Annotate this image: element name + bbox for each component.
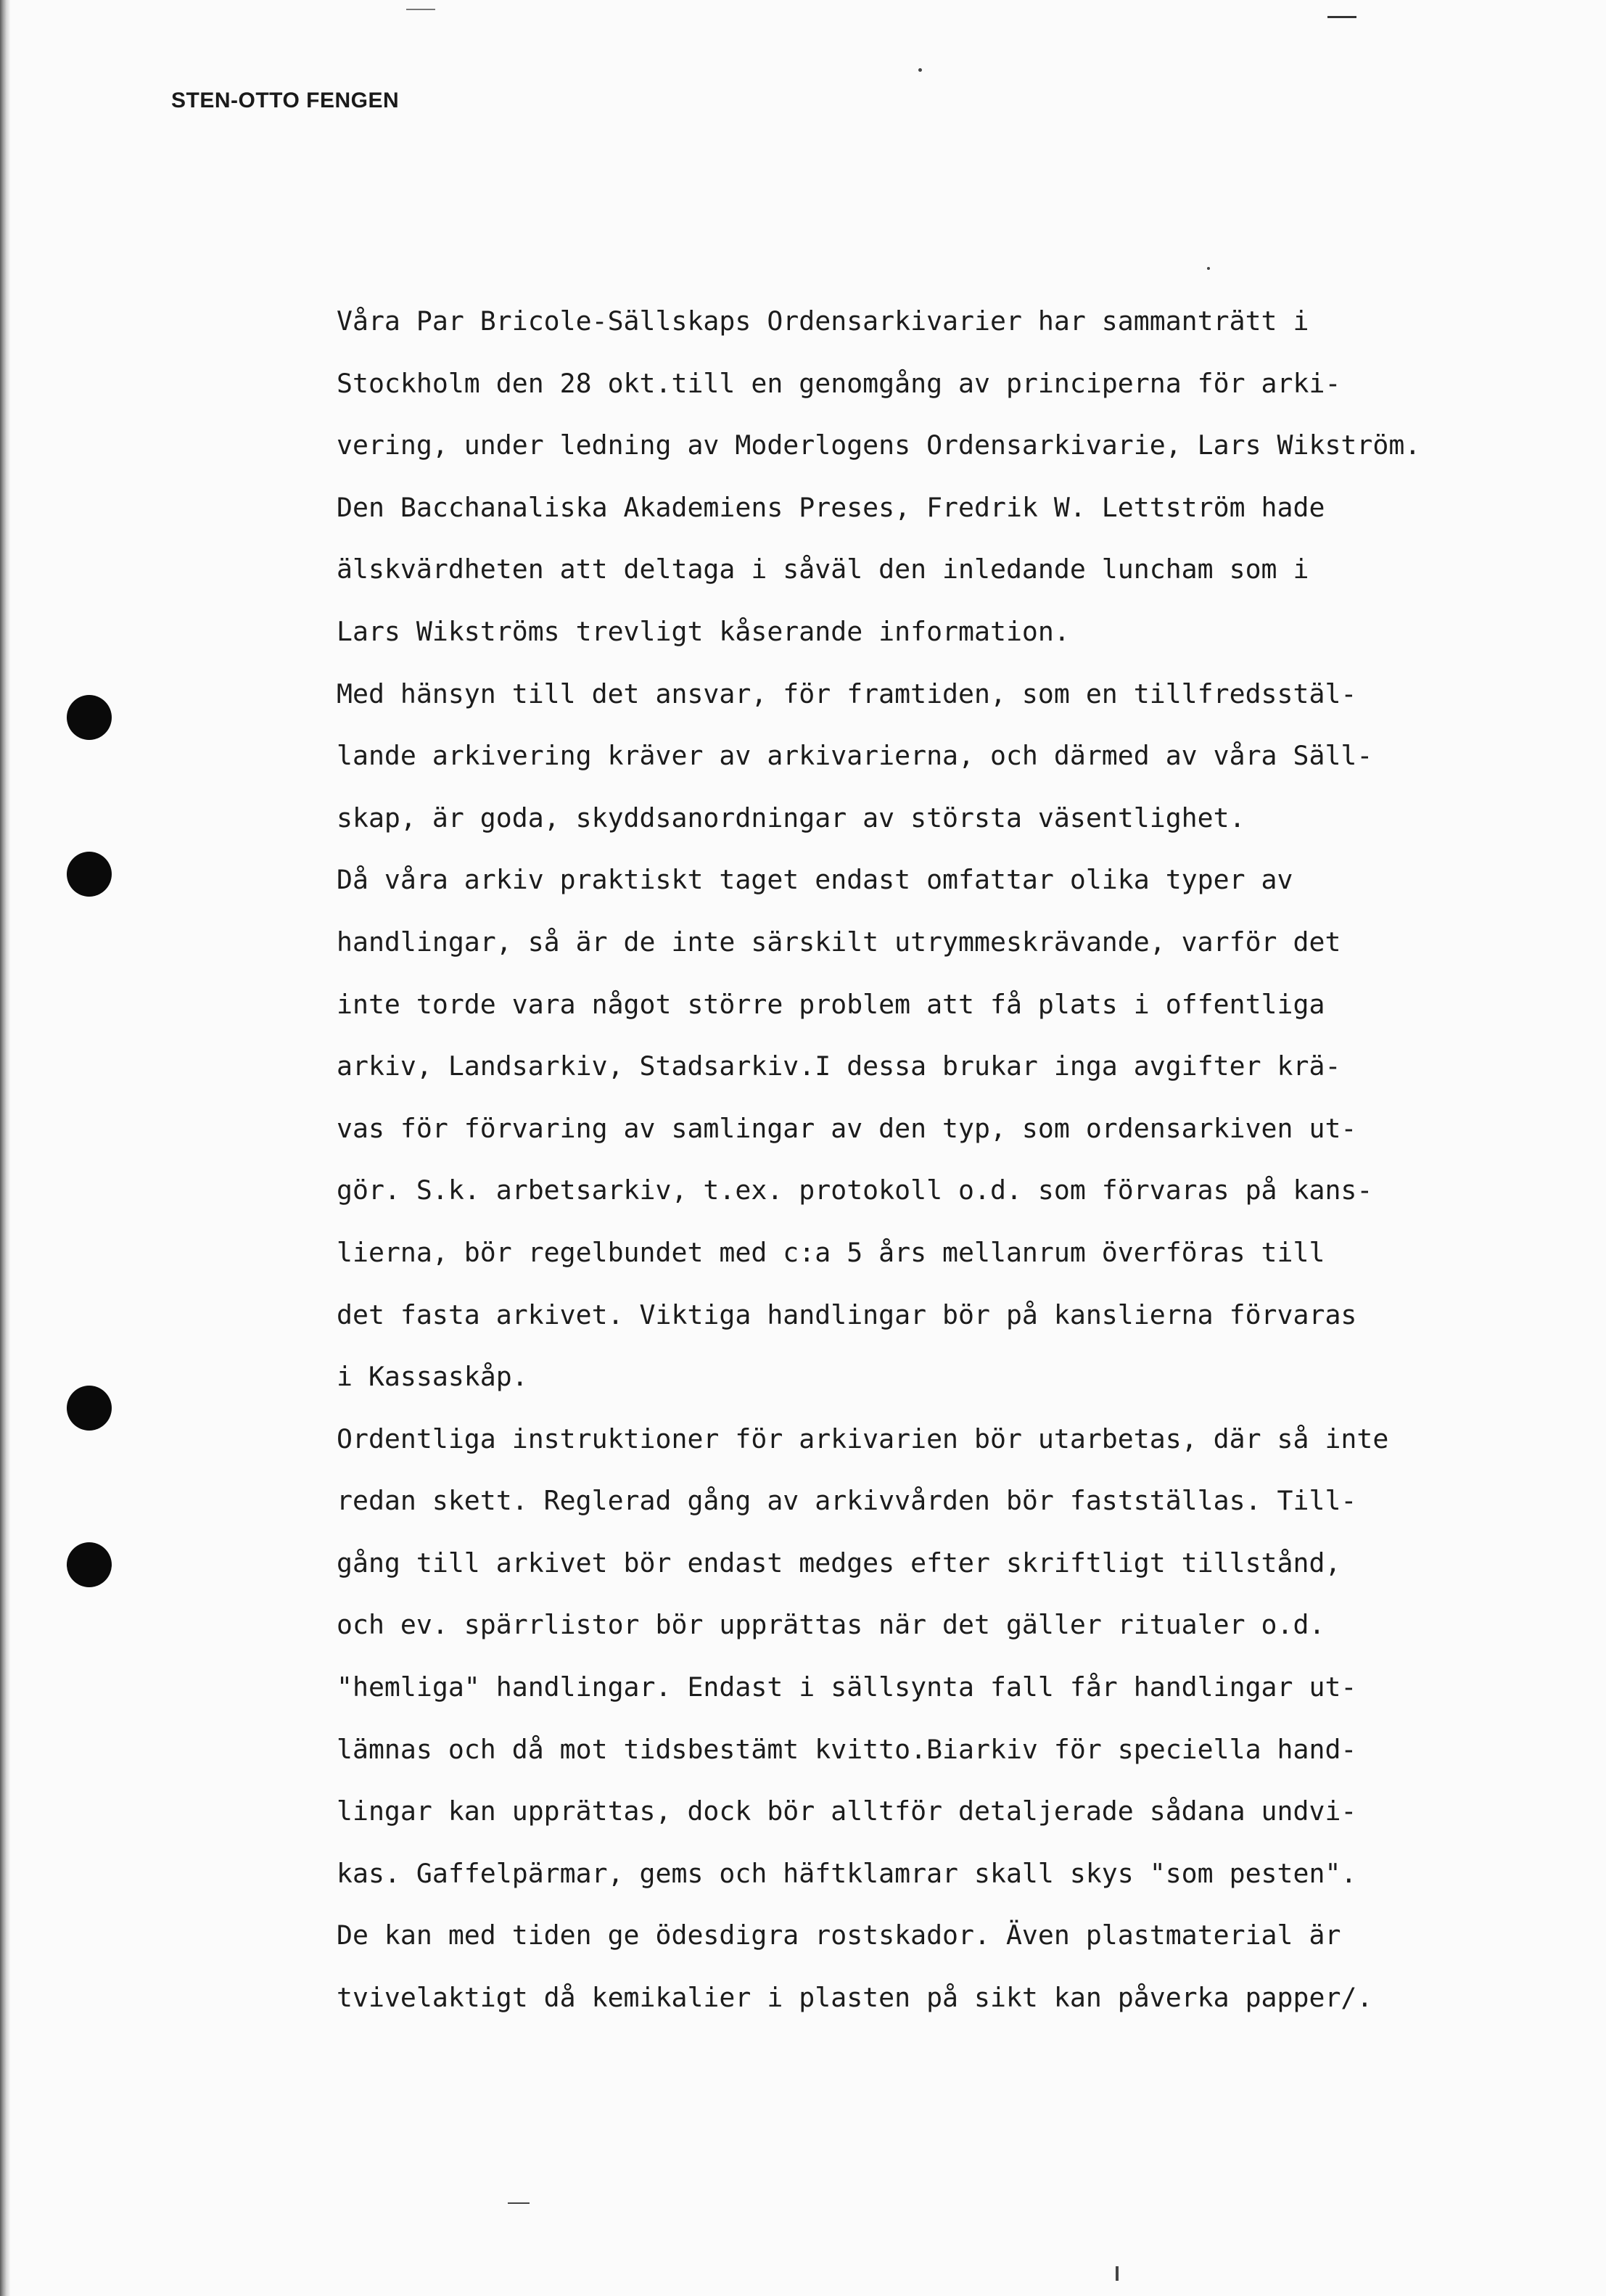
text-line: Lars Wikströms trevligt kåserande information. — [337, 615, 1070, 647]
text-line: kas. Gaffelpärmar, gems och häftklamrar skall skys "som pesten". — [337, 1857, 1357, 1889]
dust-speck — [508, 2202, 530, 2204]
text-line: redan skett. Reglerad gång av arkivvården bör fastställas. Till- — [337, 1485, 1357, 1517]
text-line: älskvärdheten att deltaga i såväl den inledande luncham som i — [337, 554, 1309, 585]
text-line: Då våra arkiv praktiskt taget endast omfattar olika typer av — [337, 864, 1293, 896]
text-line: lingar kan upprättas, dock bör alltför detaljerade sådana undvi- — [337, 1795, 1357, 1827]
text-line: "hemliga" handlingar. Endast i sällsynta fall får handlingar ut- — [337, 1671, 1357, 1703]
text-line: skap, är goda, skyddsanordningar av största väsentlighet. — [337, 802, 1245, 834]
text-line: lämnas och då mot tidsbestämt kvitto.Biarkiv för speciella hand- — [337, 1733, 1357, 1765]
text-line: Den Bacchanaliska Akademiens Preses, Fredrik W. Lettström hade — [337, 491, 1325, 523]
punch-hole — [67, 1542, 112, 1587]
text-line: Stockholm den 28 okt.till en genomgång av principerna för arki- — [337, 367, 1341, 399]
dust-speck — [1116, 2266, 1119, 2281]
top-edge-mark — [406, 9, 435, 10]
punch-hole — [67, 852, 112, 897]
text-line: vering, under ledning av Moderlogens Ordensarkivarie, Lars Wikström. — [337, 429, 1421, 461]
text-line: lande arkivering kräver av arkivarierna, och därmed av våra Säll- — [337, 740, 1373, 772]
dust-speck — [918, 68, 922, 72]
text-line: arkiv, Landsarkiv, Stadsarkiv.I dessa brukar inga avgifter krä- — [337, 1050, 1341, 1082]
scan-edge-shadow — [0, 0, 10, 2296]
dust-speck — [1207, 267, 1210, 270]
text-line: Med hänsyn till det ansvar, för framtiden, som en tillfredsstäl- — [337, 678, 1357, 709]
top-edge-mark — [1327, 16, 1356, 18]
text-line: De kan med tiden ge ödesdigra rostskador. Även plastmaterial är — [337, 1919, 1341, 1951]
typed-body-text — [337, 290, 1533, 2029]
text-line: gör. S.k. arbetsarkiv, t.ex. protokoll o.d. som förvaras på kans- — [337, 1174, 1373, 1206]
punch-hole — [67, 695, 112, 740]
text-line: gång till arkivet bör endast medges efter skriftligt tillstånd, — [337, 1547, 1341, 1579]
text-line: och ev. spärrlistor bör upprättas när det gäller ritualer o.d. — [337, 1609, 1325, 1641]
author-header: STEN-OTTO FENGEN — [171, 89, 400, 112]
text-line: Våra Par Bricole-Sällskaps Ordensarkivarier har sammanträtt i — [337, 305, 1309, 337]
text-line: vas för förvaring av samlingar av den typ, som ordensarkiven ut- — [337, 1112, 1357, 1144]
text-line: lierna, bör regelbundet med c:a 5 års mellanrum överföras till — [337, 1236, 1325, 1268]
text-line: det fasta arkivet. Viktiga handlingar bör på kanslierna förvaras — [337, 1299, 1357, 1330]
text-line: i Kassaskåp. — [337, 1361, 528, 1393]
text-line: inte torde vara något större problem att få plats i offentliga — [337, 988, 1325, 1020]
punch-hole — [67, 1386, 112, 1431]
text-line: Ordentliga instruktioner för arkivarien bör utarbetas, där så inte — [337, 1423, 1389, 1454]
text-line: handlingar, så är de inte särskilt utrymmeskrävande, varför det — [337, 926, 1341, 958]
text-line: tvivelaktigt då kemikalier i plasten på sikt kan påverka papper/. — [337, 1982, 1373, 2014]
